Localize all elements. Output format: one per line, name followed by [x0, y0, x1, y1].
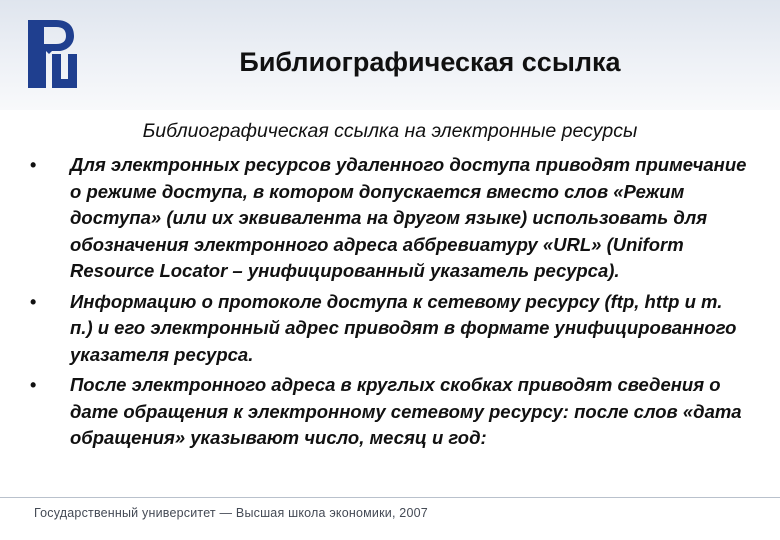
bullet-item: [30, 289, 750, 369]
bullet-item: [30, 152, 750, 285]
bullet-text: Информацию о протоколе доступа к сетевому ресурсу (ftp, http и т. п.) и его электронный адрес приводят в формате унифицированного указателя ресурса.: [70, 290, 737, 365]
bullet-icon: •: [30, 155, 37, 175]
slide-header: [0, 0, 780, 110]
bullet-icon: •: [30, 375, 37, 395]
footer-divider: [0, 497, 780, 498]
hse-logo-icon: [22, 14, 90, 94]
bullet-item: [30, 372, 750, 452]
bullet-icon: •: [30, 291, 37, 312]
bullet-text: После электронного адреса в круглых скобках приводят сведения о дате обращения к электронному сетевому ресурсу: после слов «дата обращения» указывают число, месяц и год:: [70, 374, 742, 448]
slide-title: Библиографическая ссылка: [239, 47, 621, 77]
bullet-text: Для электронных ресурсов удаленного доступа приводят примечание о режиме доступа, в котором допускается вместо слов «Режим доступа» (или их эквивалента на другом языке) использовать для обозначения электронного адреса аббревиатуру «URL» (Uniform Resource Locator – унифицированный указатель ресурса).: [70, 154, 747, 281]
footer-text: Государственный университет — Высшая школа экономики, 2007: [34, 506, 428, 520]
bullet-list: [30, 152, 750, 456]
slide-subtitle: Библиографическая ссылка на электронные ресурсы: [142, 120, 638, 142]
